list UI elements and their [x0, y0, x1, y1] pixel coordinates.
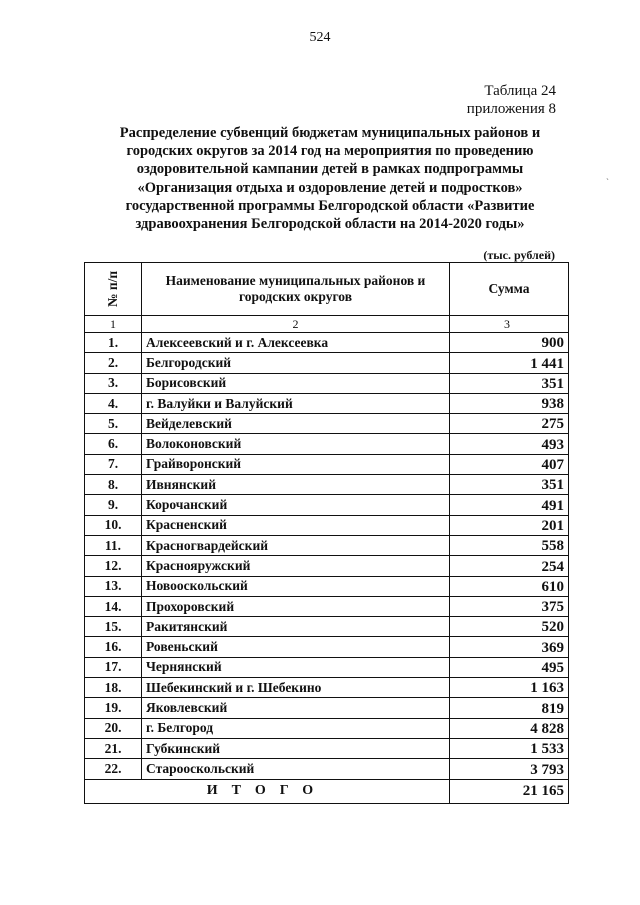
total-row [85, 779, 569, 803]
table-header-row [85, 263, 569, 316]
row-name: Губкинский [142, 738, 450, 758]
document-title: Распределение субвенций бюджетам муниципальных районов и городских округов за 2014 год на мероприятия по проведению оздоровительной кампании детей в рамках подпрограммы «Организация отдыха и оздоровление детей и подростков» государственной программы Белгородской области «Развитие здравоохранения Белгородской области на 2014-2020 годы» [119, 125, 541, 233]
units-label: (тыс. рублей) [483, 248, 555, 262]
row-sum: 3 793 [450, 759, 569, 779]
row-number: 21. [85, 738, 142, 758]
row-sum: 900 [450, 333, 569, 353]
table-ref-line1: Таблица 24 [484, 83, 556, 99]
total-sum: 21 165 [450, 779, 569, 803]
row-number: 22. [85, 759, 142, 779]
row-name: Краснояружский [142, 556, 450, 576]
row-name: Вейделевский [142, 414, 450, 434]
table-row [85, 556, 569, 576]
row-name: Прохоровский [142, 596, 450, 616]
table-row [85, 678, 569, 698]
column-number-3: 3 [450, 316, 569, 333]
row-sum: 375 [450, 596, 569, 616]
row-sum: 1 441 [450, 353, 569, 373]
row-name: Красногвардейский [142, 535, 450, 555]
table-row [85, 718, 569, 738]
table-row [85, 617, 569, 637]
row-number: 17. [85, 657, 142, 677]
row-number: 12. [85, 556, 142, 576]
table-row [85, 637, 569, 657]
row-number: 20. [85, 718, 142, 738]
table-ref-line2: приложения 8 [466, 101, 556, 117]
row-sum: 351 [450, 373, 569, 393]
row-name: Новооскольский [142, 576, 450, 596]
row-number: 9. [85, 495, 142, 515]
column-number-row [85, 316, 569, 333]
row-sum: 4 828 [450, 718, 569, 738]
row-sum: 201 [450, 515, 569, 535]
row-number: 15. [85, 617, 142, 637]
row-name: Ивнянский [142, 475, 450, 495]
table-reference [467, 82, 556, 118]
row-name: Шебекинский и г. Шебекино [142, 678, 450, 698]
row-name: Яковлевский [142, 698, 450, 718]
row-sum: 493 [450, 434, 569, 454]
row-number: 16. [85, 637, 142, 657]
row-number: 10. [85, 515, 142, 535]
table-row [85, 454, 569, 474]
row-number: 8. [85, 475, 142, 495]
row-name: Ровеньский [142, 637, 450, 657]
row-number: 4. [85, 393, 142, 413]
row-number: 3. [85, 373, 142, 393]
row-sum: 610 [450, 576, 569, 596]
header-num [85, 263, 142, 316]
row-sum: 351 [450, 475, 569, 495]
row-sum: 1 163 [450, 678, 569, 698]
table-row [85, 738, 569, 758]
row-sum: 520 [450, 617, 569, 637]
row-name: Белгородский [142, 353, 450, 373]
table-row [85, 393, 569, 413]
row-number: 1. [85, 333, 142, 353]
row-number: 14. [85, 596, 142, 616]
row-sum: 558 [450, 535, 569, 555]
table-row [85, 759, 569, 779]
total-label: ИТОГО [85, 779, 450, 803]
row-name: Грайворонский [142, 454, 450, 474]
row-name: Борисовский [142, 373, 450, 393]
row-number: 2. [85, 353, 142, 373]
row-name: Чернянский [142, 657, 450, 677]
row-name: Старооскольский [142, 759, 450, 779]
table-row [85, 576, 569, 596]
row-number: 13. [85, 576, 142, 596]
row-sum: 495 [450, 657, 569, 677]
row-name: г. Валуйки и Валуйский [142, 393, 450, 413]
row-number: 18. [85, 678, 142, 698]
row-name: Ракитянский [142, 617, 450, 637]
row-number: 5. [85, 414, 142, 434]
row-sum: 407 [450, 454, 569, 474]
scan-speck-mark: ` [606, 177, 609, 187]
row-sum: 254 [450, 556, 569, 576]
table-row [85, 373, 569, 393]
header-num-label: № п/п [105, 270, 120, 308]
table-row [85, 698, 569, 718]
table-row [85, 434, 569, 454]
row-number: 7. [85, 454, 142, 474]
row-name: Корочанский [142, 495, 450, 515]
row-sum: 1 533 [450, 738, 569, 758]
row-sum: 819 [450, 698, 569, 718]
row-sum: 938 [450, 393, 569, 413]
table-row [85, 353, 569, 373]
row-name: Алексеевский и г. Алексеевка [142, 333, 450, 353]
header-name: Наименование муниципальных районов и городских округов [142, 263, 450, 316]
table-row [85, 495, 569, 515]
table-row [85, 535, 569, 555]
table-row [85, 596, 569, 616]
row-sum: 491 [450, 495, 569, 515]
header-sum: Сумма [450, 263, 569, 316]
subsidy-table [84, 262, 569, 804]
row-sum: 369 [450, 637, 569, 657]
row-number: 11. [85, 535, 142, 555]
column-number-2: 2 [142, 316, 450, 333]
row-name: г. Белгород [142, 718, 450, 738]
row-number: 19. [85, 698, 142, 718]
row-sum: 275 [450, 414, 569, 434]
table-row [85, 515, 569, 535]
table-row [85, 333, 569, 353]
row-number: 6. [85, 434, 142, 454]
page-number: 524 [309, 30, 331, 45]
row-name: Волоконовский [142, 434, 450, 454]
table-row [85, 657, 569, 677]
table-row [85, 475, 569, 495]
row-name: Красненский [142, 515, 450, 535]
column-number-1: 1 [85, 316, 142, 333]
table-row [85, 414, 569, 434]
